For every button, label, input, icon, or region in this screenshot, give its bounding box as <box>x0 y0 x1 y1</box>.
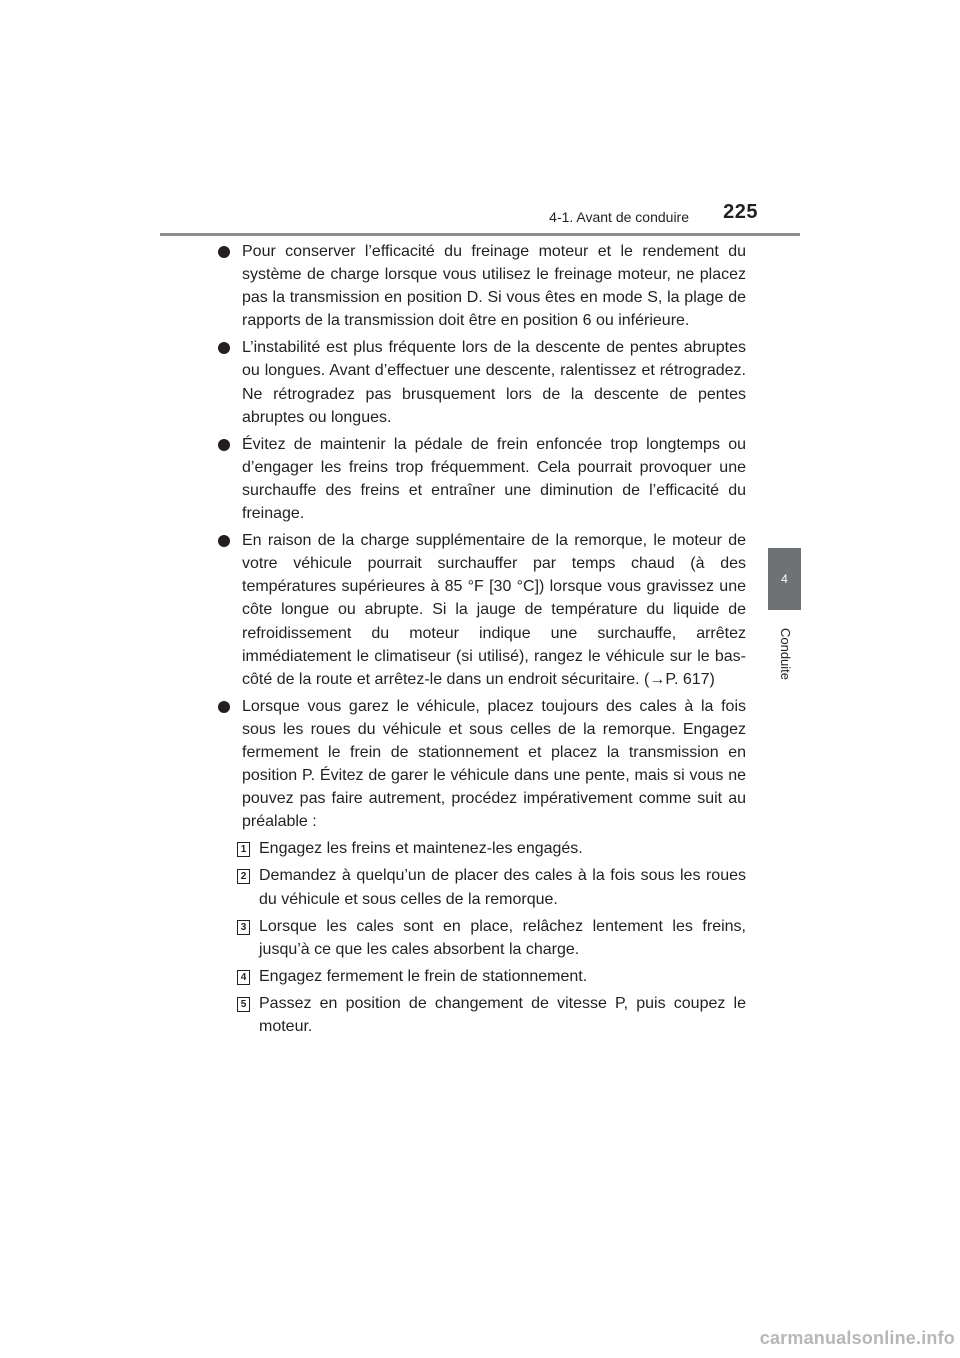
bullet-item <box>218 695 746 834</box>
step-text: Engagez les freins et maintenez-les engagés. <box>259 840 583 858</box>
step-item <box>218 837 746 860</box>
chapter-tab <box>768 548 801 610</box>
bullet-text: Évitez de maintenir la pédale de frein enfoncée trop longtemps ou d’engager les freins trop fréquemment. Cela pourrait provoquer une surchauffe des freins et entraîner une diminution de l’efficacité du freinage. <box>242 435 746 523</box>
chapter-label: Conduite <box>778 627 793 681</box>
step-number-badge: 3 <box>237 920 250 935</box>
bullet-item <box>218 336 746 428</box>
step-item <box>218 864 746 910</box>
step-text: Passez en position de changement de vitesse P, puis coupez le moteur. <box>259 994 746 1035</box>
header-divider <box>160 233 800 236</box>
bullet-icon <box>218 246 230 258</box>
step-number-badge: 2 <box>237 869 250 884</box>
chapter-number: 4 <box>781 572 788 586</box>
step-text: Demandez à quelqu’un de placer des cales à la fois sous les roues du véhicule et sous celles de la remorque. <box>259 867 746 908</box>
bullet-text: L’instabilité est plus fréquente lors de la descente de pentes abruptes ou longues. Avant d’effectuer une descente, ralentissez et rétrogradez. Ne rétrogradez pas brusquement lors de la descente de pentes abruptes ou longues. <box>242 339 746 426</box>
bullet-icon <box>218 439 230 451</box>
bullet-item <box>218 240 746 332</box>
bullet-text: Pour conserver l’efficacité du freinage moteur et le rendement du système de charge lorsque vous utilisez le freinage moteur, ne placez pas la transmission en position D. Si vous êtes en mode S, la plage de rapports de la transmission doit être en position 6 ou inférieure. <box>242 243 746 330</box>
bullet-icon <box>218 342 230 354</box>
page-content <box>218 240 746 1042</box>
bullet-item <box>218 433 746 525</box>
bullet-item <box>218 529 746 691</box>
page-number: 225 <box>723 201 758 223</box>
section-title: 4-1. Avant de conduire <box>549 209 689 225</box>
bullet-text: Lorsque vous garez le véhicule, placez toujours des cales à la fois sous les roues du véhicule et sous celles de la remorque. Engagez fermement le frein de stationnement et placez la transmission en position P. Évitez de garer le véhicule dans une pente, mais si vous ne pouvez pas faire autrement, procédez impérativement comme suit au préalable : <box>242 697 746 831</box>
step-item <box>218 915 746 961</box>
bullet-icon <box>218 701 230 713</box>
step-item <box>218 992 746 1038</box>
footer-watermark: carmanualsonline.info <box>759 1328 955 1348</box>
page-header <box>0 0 960 240</box>
bullet-text: En raison de la charge supplémentaire de la remorque, le moteur de votre véhicule pourrait surchauffer par temps chaud (à des températures supérieures à 85 °F [30 °C]) lorsque vous gravissez une côte longue ou abrupte. Si la jauge de température du liquide de refroidissement du moteur indique une surchauffe, arrêtez immédiatement le climatiseur (si utilisé), rangez le véhicule sur le bas-côté de la route et arrêtez-le dans un endroit sécuritaire. (→P. 617) <box>242 532 746 688</box>
step-number-badge: 5 <box>237 997 250 1012</box>
step-number-badge: 1 <box>237 842 250 857</box>
step-text: Engagez fermement le frein de stationnement. <box>259 967 588 985</box>
step-text: Lorsque les cales sont en place, relâchez lentement les freins, jusqu’à ce que les cales absorbent la charge. <box>259 917 746 958</box>
step-number-badge: 4 <box>237 970 250 985</box>
step-item <box>218 965 746 988</box>
bullet-icon <box>218 535 230 547</box>
procedure-steps <box>218 837 746 1038</box>
